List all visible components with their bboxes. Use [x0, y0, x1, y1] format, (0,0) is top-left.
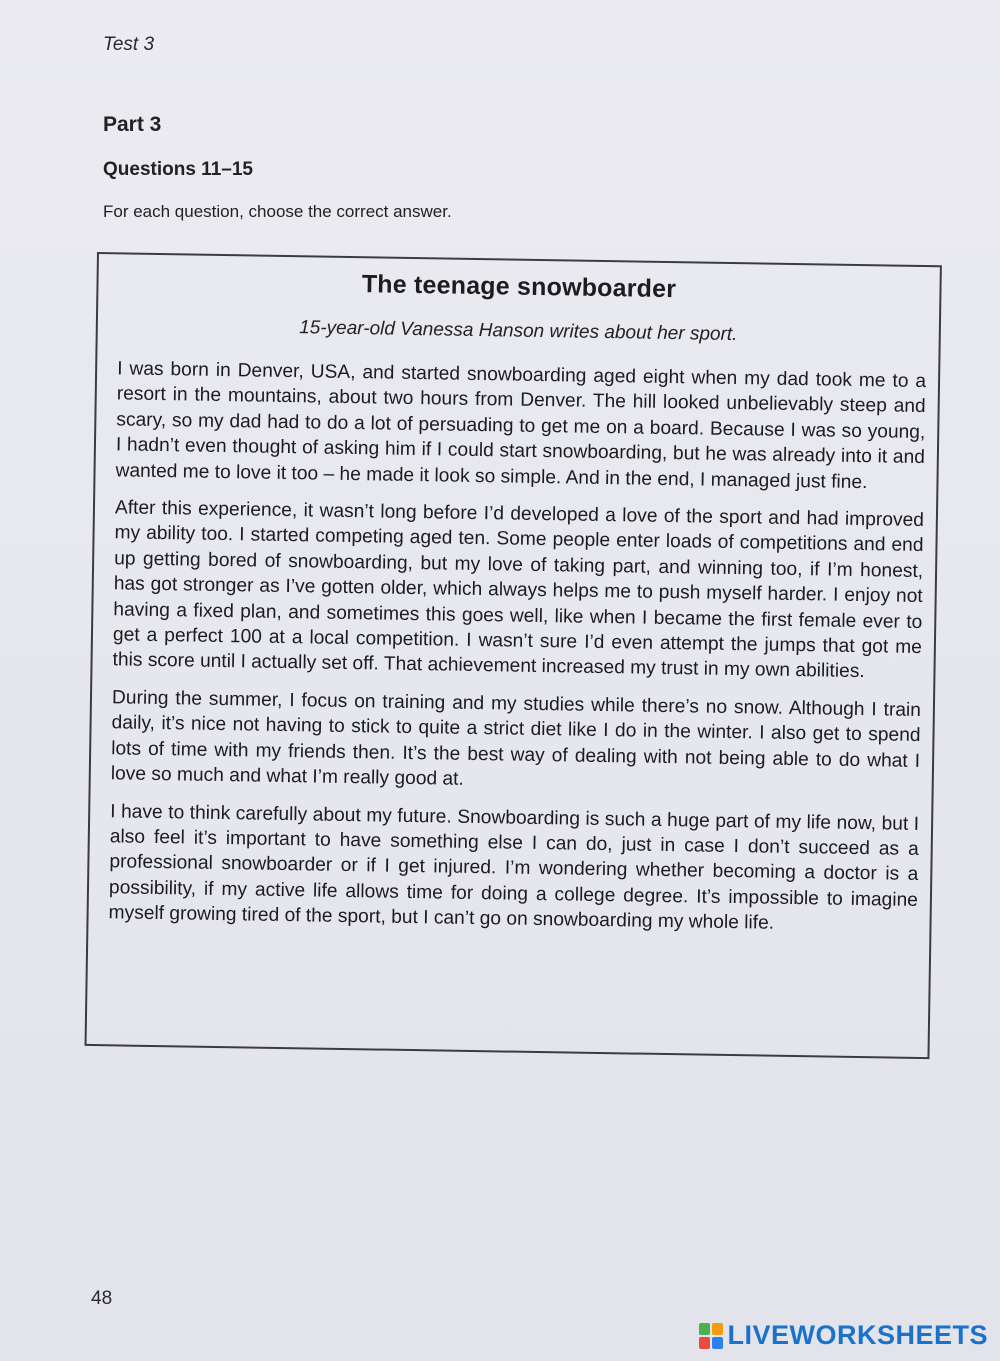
- instruction-text: For each question, choose the correct answer.: [103, 202, 452, 221]
- page-number: 48: [91, 1288, 113, 1309]
- article-body: [108, 356, 926, 950]
- logo-square-orange: [712, 1323, 723, 1335]
- article-title: The teenage snowboarder: [361, 270, 677, 304]
- part-title: Part 3: [103, 113, 162, 136]
- article-paragraph: I have to think carefully about my future. Snowboarding is such a huge part of my life now, but I also feel it’s important to have something else I can do, just in case I don’t succeed as a professional snowboarder or if I get injured. I’m wondering whether becoming a doctor is a possibility, if my active life allows time for doing a college degree. It’s impossible to imagine myself growing tired of the sport, but I can’t go on snowboarding my whole life.: [108, 800, 920, 934]
- test-label: Test 3: [103, 34, 155, 55]
- questions-range-heading: Questions 11–15: [103, 159, 253, 180]
- article-paragraph: During the summer, I focus on training and my studies while there’s no snow. Although I train daily, it’s nice not having to stick to quite a strict diet like I do in the winter. I also get to spend lots of time with my friends then. It’s the best way of dealing with not being able to do what I love so much and what I’m really good at.: [110, 687, 922, 790]
- logo-square-green: [699, 1323, 710, 1335]
- reading-passage-box: [85, 252, 942, 1059]
- liveworksheets-logo-icon: [699, 1323, 723, 1349]
- logo-square-red: [699, 1337, 710, 1349]
- article-paragraph: I was born in Denver, USA, and started snowboarding aged eight when my dad took me to a resort in the mountains, about two hours from Denver. The hill looked unbelievably steep and scary, so my dad had to do a lot of persuading to get me on a board. Because I was so young, I hadn’t even thought of asking him if I could start snowboarding, but he was already into it and wanted me to love it too – he made it look so simple. And in the end, I managed just fine.: [115, 358, 927, 493]
- logo-square-blue: [712, 1337, 723, 1349]
- brand-wordmark: LIVEWORKSHEETS: [727, 1320, 988, 1350]
- liveworksheets-brand[interactable]: [699, 1320, 988, 1351]
- article-paragraph: After this experience, it wasn’t long before I’d developed a love of the sport and had improved my ability too. I started competing aged ten. Some people enter loads of competitions and end up getting bored of snowboarding, but my love of taking part, and winning too, if I’m honest, has got stronger as I’ve gotten older, which always helps me to push myself harder. I enjoy not having a fixed plan, and sometimes this goes well, like when I became the first female ever to get a perfect 100 at a local competition. I wasn’t sure I’d even attempt the jumps that got me this score until I actually set off. That achievement increased my trust in my own abilities.: [112, 497, 925, 683]
- article-subtitle: 15-year-old Vanessa Hanson writes about her sport.: [299, 317, 738, 346]
